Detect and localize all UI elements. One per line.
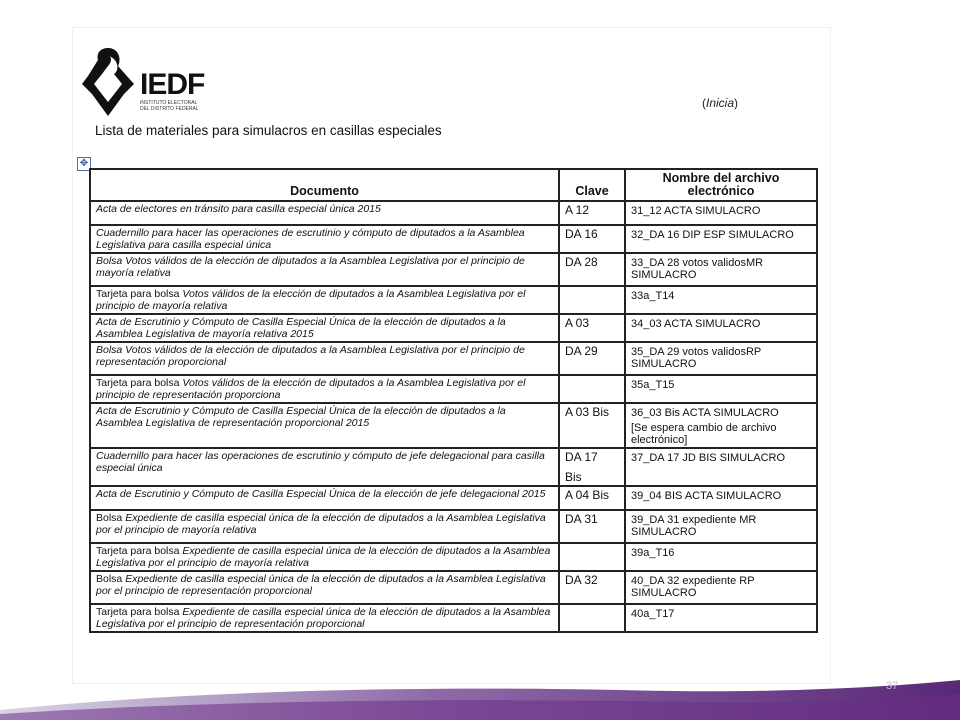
- table-row: [90, 571, 817, 604]
- file-name-cell: 36_03 Bis ACTA SIMULACRO [Se espera cambio de archivo electrónico]: [625, 403, 817, 448]
- column-header-documento: Documento: [90, 169, 559, 201]
- table-header-row: [90, 169, 817, 201]
- table-row: [90, 225, 817, 253]
- logo-wordmark: IEDF: [140, 68, 205, 101]
- materials-table: [89, 168, 818, 633]
- clave-cell: DA 29: [559, 342, 625, 375]
- document-cell: Acta de Escrutinio y Cómputo de Casilla Especial Única de la elección de diputados a la Asamblea Legislativa de representación proporcional 2015: [90, 403, 559, 448]
- table-row: [90, 403, 817, 448]
- file-name-cell: 33_DA 28 votos validosMR SIMULACRO: [625, 253, 817, 286]
- clave-cell: DA 16: [559, 225, 625, 253]
- footer-swoosh: [0, 680, 960, 720]
- file-name-cell: 31_12 ACTA SIMULACRO: [625, 201, 817, 225]
- file-name-cell: 35_DA 29 votos validosRP SIMULACRO: [625, 342, 817, 375]
- document-cell: Acta de electores en tránsito para casilla especial única 2015: [90, 201, 559, 225]
- clave-cell: [559, 604, 625, 632]
- file-name-cell: 35a_T15: [625, 375, 817, 403]
- document-cell: Bolsa Votos válidos de la elección de diputados a la Asamblea Legislativa por el principio de representación proporcional: [90, 342, 559, 375]
- file-name-cell: 32_DA 16 DIP ESP SIMULACRO: [625, 225, 817, 253]
- table-row: [90, 543, 817, 571]
- document-cell: Tarjeta para bolsa Votos válidos de la elección de diputados a la Asamblea Legislativa por el principio de mayoría relativa: [90, 286, 559, 314]
- clave-cell: DA 17 Bis: [559, 448, 625, 486]
- file-name-cell: 37_DA 17 JD BIS SIMULACRO: [625, 448, 817, 486]
- clave-cell: A 03: [559, 314, 625, 342]
- file-name-cell: 40_DA 32 expediente RP SIMULACRO: [625, 571, 817, 604]
- file-name-cell: 33a_T14: [625, 286, 817, 314]
- table-row: [90, 286, 817, 314]
- file-name-cell: 39_DA 31 expediente MR SIMULACRO: [625, 510, 817, 543]
- document-cell: Bolsa Expediente de casilla especial única de la elección de diputados a la Asamblea Legislativa por el principio de mayoría relativa: [90, 510, 559, 543]
- page-number: 37: [886, 680, 899, 692]
- document-cell: Bolsa Expediente de casilla especial única de la elección de diputados a la Asamblea Legislativa por el principio de representación proporcional: [90, 571, 559, 604]
- table-row: [90, 375, 817, 403]
- clave-cell: DA 32: [559, 571, 625, 604]
- file-name-cell: 39a_T16: [625, 543, 817, 571]
- clave-cell: [559, 543, 625, 571]
- clave-cell: [559, 375, 625, 403]
- document-cell: Cuadernillo para hacer las operaciones de escrutinio y cómputo de diputados a la Asamblea Legislativa para casilla especial única: [90, 225, 559, 253]
- document-cell: Tarjeta para bolsa Expediente de casilla especial única de la elección de diputados a la Asamblea Legislativa por el principio de representación proporcional: [90, 604, 559, 632]
- clave-cell: DA 31: [559, 510, 625, 543]
- clave-cell: [559, 286, 625, 314]
- document-cell: Tarjeta para bolsa Votos válidos de la elección de diputados a la Asamblea Legislativa por el principio de representación proporciona: [90, 375, 559, 403]
- table-move-handle-icon[interactable]: ✥: [77, 157, 91, 171]
- clave-cell: A 04 Bis: [559, 486, 625, 510]
- table-row: [90, 510, 817, 543]
- document-cell: Cuadernillo para hacer las operaciones de escrutinio y cómputo de jefe delegacional para casilla especial única: [90, 448, 559, 486]
- file-name-cell: 39_04 BIS ACTA SIMULACRO: [625, 486, 817, 510]
- page-title: Lista de materiales para simulacros en casillas especiales: [95, 123, 442, 138]
- table-row: [90, 448, 817, 486]
- document-cell: Acta de Escrutinio y Cómputo de Casilla Especial Única de la elección de jefe delegacional 2015: [90, 486, 559, 510]
- document-cell: Tarjeta para bolsa Expediente de casilla especial única de la elección de diputados a la Asamblea Legislativa por el principio de mayoría relativa: [90, 543, 559, 571]
- table-row: [90, 314, 817, 342]
- file-name-cell: 34_03 ACTA SIMULACRO: [625, 314, 817, 342]
- clave-cell: A 03 Bis: [559, 403, 625, 448]
- document-cell: Bolsa Votos válidos de la elección de diputados a la Asamblea Legislativa por el principio de mayoría relativa: [90, 253, 559, 286]
- table-row: [90, 201, 817, 225]
- table-row: [90, 342, 817, 375]
- logo-subtext: INSTITUTO ELECTORAL DEL DISTRITO FEDERAL: [140, 100, 199, 112]
- logo-emblem-icon: [78, 44, 140, 120]
- clave-cell: DA 28: [559, 253, 625, 286]
- table-row: [90, 486, 817, 510]
- column-header-archivo: Nombre del archivo electrónico: [625, 169, 817, 201]
- document-cell: Acta de Escrutinio y Cómputo de Casilla Especial Única de la elección de diputados a la Asamblea Legislativa de mayoría relativa 2015: [90, 314, 559, 342]
- file-name-cell: 40a_T17: [625, 604, 817, 632]
- column-header-clave: Clave: [559, 169, 625, 201]
- status-label: (Inicia): [702, 96, 739, 110]
- clave-cell: A 12: [559, 201, 625, 225]
- iedf-logo: [78, 42, 208, 120]
- table-row: [90, 604, 817, 632]
- table-row: [90, 253, 817, 286]
